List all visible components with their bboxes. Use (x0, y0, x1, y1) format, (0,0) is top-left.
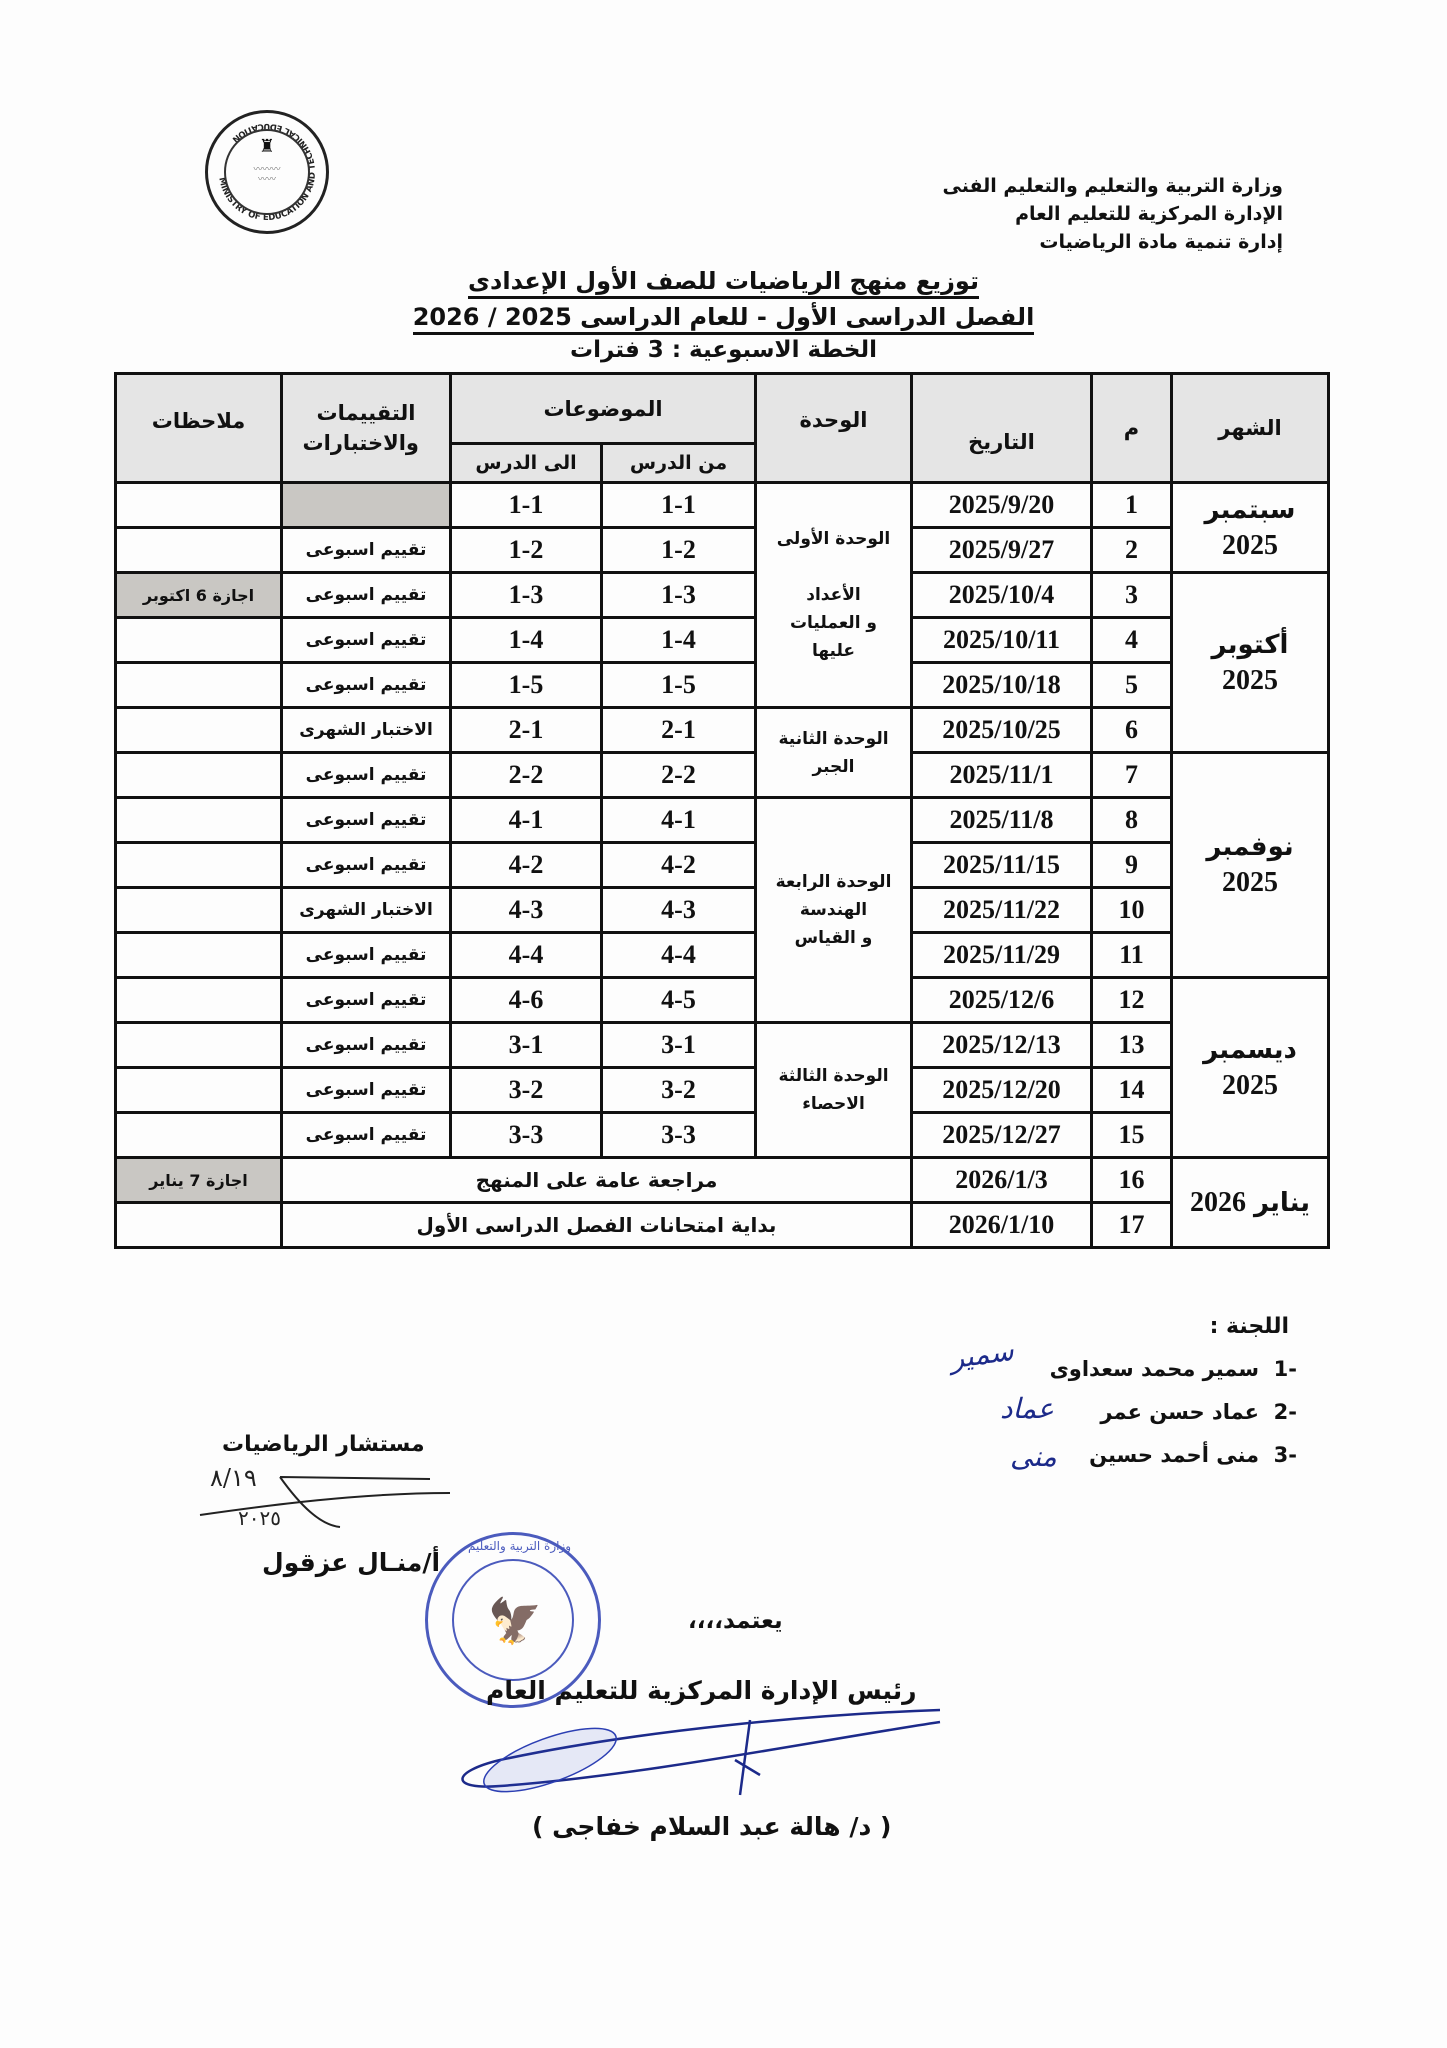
to-lesson: 4-3 (451, 888, 602, 933)
row-number: 1 (1092, 483, 1172, 528)
unit-line: الوحدة الرابعة (775, 872, 892, 892)
header-assessments: التقييمات والاختبارات (282, 374, 451, 483)
row-date: 2026/1/3 (912, 1158, 1092, 1203)
row-number: 7 (1092, 753, 1172, 798)
month-name: نوفمبر (1206, 832, 1294, 862)
to-lesson: 1-4 (451, 618, 602, 663)
row-number: 9 (1092, 843, 1172, 888)
assessment-cell: تقييم اسبوعى (282, 618, 451, 663)
from-lesson: 1-5 (602, 663, 756, 708)
row-span-note: مراجعة عامة على المنهج (282, 1158, 912, 1203)
assessment-cell (282, 483, 451, 528)
month-name: سبتمبر (1204, 494, 1296, 525)
note-cell (116, 978, 282, 1023)
committee-member-3 (1050, 1434, 1297, 1477)
row-date: 2025/12/13 (912, 1023, 1092, 1068)
document-title: توزيع منهج الرياضيات للصف الأول الإعدادى (468, 266, 979, 299)
to-lesson: 3-3 (451, 1113, 602, 1158)
from-lesson: 3-2 (602, 1068, 756, 1113)
advisor-name: أ/منـال عزقول (262, 1548, 441, 1577)
table-row (116, 1023, 1329, 1068)
unit-cell (756, 1023, 912, 1158)
from-lesson: 4-4 (602, 933, 756, 978)
table-row (116, 933, 1329, 978)
assessment-cell: تقييم اسبوعى (282, 978, 451, 1023)
approver-name: ( د/ هالة عبد السلام خفاجى ) (532, 1812, 892, 1841)
unit-line: الوحدة الثانية (778, 728, 889, 749)
stamp-text: وزارة التربية والتعليم (468, 1539, 572, 1553)
row-span-note: بداية امتحانات الفصل الدراسى الأول (282, 1203, 912, 1248)
org-line-central-admin: الإدارة المركزية للتعليم العام (1015, 203, 1283, 225)
from-lesson: 4-3 (602, 888, 756, 933)
committee-block (1050, 1305, 1297, 1477)
row-date: 2025/11/1 (912, 753, 1092, 798)
org-line-ministry: وزارة التربية والتعليم والتعليم الفنى (942, 175, 1283, 197)
row-number: 10 (1092, 888, 1172, 933)
signature-member-3: منى (1010, 1440, 1057, 1473)
row-date: 2025/10/25 (912, 708, 1092, 753)
row-date: 2025/12/6 (912, 978, 1092, 1023)
eagle-emblem-icon: 🦅 (487, 1596, 543, 1647)
logo-arabic-calligraphy: 〰〰〰 〰〰 (253, 165, 281, 185)
note-cell (116, 1203, 282, 1248)
unit-line: و العمليات (789, 613, 878, 633)
weekly-plan-title: الخطة الاسبوعية : 3 فترات (570, 337, 877, 363)
approval-label: يعتمد،،،، (688, 1608, 783, 1634)
from-lesson: 1-1 (602, 483, 756, 528)
member-name: عماد حسن عمر (1100, 1400, 1260, 1424)
month-year: 2025 (1222, 529, 1278, 561)
month-cell (1172, 483, 1329, 573)
member-index: -2 (1273, 1400, 1297, 1424)
row-number: 16 (1092, 1158, 1172, 1203)
assessment-cell: تقييم اسبوعى (282, 1113, 451, 1158)
to-lesson: 4-1 (451, 798, 602, 843)
row-number: 11 (1092, 933, 1172, 978)
unit-cell (756, 708, 912, 798)
unit-line: الأعداد (806, 585, 861, 605)
unit-line: الهندسة (799, 900, 868, 920)
note-cell (116, 1113, 282, 1158)
from-lesson: 1-4 (602, 618, 756, 663)
month-cell (1172, 1158, 1329, 1248)
to-lesson: 2-2 (451, 753, 602, 798)
assessment-cell: تقييم اسبوعى (282, 663, 451, 708)
unit-cell (756, 798, 912, 1023)
member-index: -1 (1273, 1357, 1297, 1381)
note-cell (116, 798, 282, 843)
table-row (116, 1068, 1329, 1113)
stamp-inner-ring (452, 1559, 574, 1681)
row-number: 12 (1092, 978, 1172, 1023)
assessment-cell: تقييم اسبوعى (282, 843, 451, 888)
to-lesson: 1-2 (451, 528, 602, 573)
member-name: سمير محمد سعداوى (1049, 1357, 1260, 1381)
table-row (116, 843, 1329, 888)
header-notes: ملاحظات (116, 374, 282, 483)
assessment-cell: الاختبار الشهرى (282, 708, 451, 753)
table-row (116, 1113, 1329, 1158)
table-row (116, 663, 1329, 708)
month-year: 2026 (1189, 1186, 1246, 1218)
row-date: 2025/9/27 (912, 528, 1092, 573)
assessment-cell: تقييم اسبوعى (282, 1023, 451, 1068)
title-line-3-wrap (0, 337, 1447, 363)
to-lesson: 4-6 (451, 978, 602, 1023)
row-number: 6 (1092, 708, 1172, 753)
from-lesson: 4-5 (602, 978, 756, 1023)
note-cell (116, 663, 282, 708)
table-row (116, 1203, 1329, 1248)
from-lesson: 3-1 (602, 1023, 756, 1068)
table-row (116, 708, 1329, 753)
assessment-cell: تقييم اسبوعى (282, 933, 451, 978)
unit-line: و القياس (794, 928, 873, 948)
month-name: أكتوبر (1211, 629, 1289, 660)
row-date: 2025/12/27 (912, 1113, 1092, 1158)
header-from-lesson: من الدرس (602, 444, 756, 483)
month-name: ديسمبر (1203, 1034, 1297, 1065)
month-cell (1172, 978, 1329, 1158)
to-lesson: 2-1 (451, 708, 602, 753)
row-date: 2026/1/10 (912, 1203, 1092, 1248)
note-cell (116, 618, 282, 663)
row-date: 2025/10/18 (912, 663, 1092, 708)
org-line-math-dept: إدارة تنمية مادة الرياضيات (1039, 231, 1283, 253)
table-row (116, 528, 1329, 573)
member-name: منى أحمد حسين (1089, 1443, 1260, 1467)
row-number: 3 (1092, 573, 1172, 618)
signature-member-2: عماد (1000, 1392, 1054, 1425)
note-cell: اجازة 7 يناير (116, 1158, 282, 1203)
semester-title: الفصل الدراسى الأول - للعام الدراسى 2025 / 2026 (413, 302, 1035, 335)
note-cell (116, 528, 282, 573)
signature-member-1: سمير (948, 1333, 1016, 1376)
note-cell (116, 888, 282, 933)
row-number: 13 (1092, 1023, 1172, 1068)
row-number: 15 (1092, 1113, 1172, 1158)
to-lesson: 4-2 (451, 843, 602, 888)
ministry-logo (205, 110, 329, 234)
table-body (116, 483, 1329, 1248)
month-year: 2025 (1222, 867, 1278, 898)
to-lesson: 4-4 (451, 933, 602, 978)
to-lesson: 3-1 (451, 1023, 602, 1068)
table-row (116, 618, 1329, 663)
from-lesson: 2-2 (602, 753, 756, 798)
to-lesson: 3-2 (451, 1068, 602, 1113)
curriculum-plan-table (114, 372, 1330, 1249)
title-line-2-wrap (0, 302, 1447, 335)
assessment-cell: تقييم اسبوعى (282, 528, 451, 573)
from-lesson: 1-3 (602, 573, 756, 618)
header-unit: الوحدة (756, 374, 912, 483)
advisor-handwritten-date: ٨/١٩ (210, 1464, 257, 1492)
unit-line: الاحصاء (802, 1094, 865, 1114)
note-cell (116, 933, 282, 978)
advisor-handwritten-year: ٢٠٢٥ (238, 1506, 281, 1530)
svg-text:MINISTRY OF EDUCATION AND TECH: MINISTRY OF EDUCATION AND TECHNICAL EDUCATION (216, 120, 319, 224)
note-cell (116, 708, 282, 753)
assessment-cell: تقييم اسبوعى (282, 1068, 451, 1113)
month-cell (1172, 753, 1329, 978)
header-to-lesson: الى الدرس (451, 444, 602, 483)
advisor-title: مستشار الرياضيات (222, 1432, 425, 1457)
month-year: 2025 (1222, 664, 1278, 696)
table-row (116, 888, 1329, 933)
unit-line: الجبر (812, 756, 855, 777)
assessment-cell: الاختبار الشهرى (282, 888, 451, 933)
approval-title: رئيس الإدارة المركزية للتعليم العام (486, 1676, 917, 1705)
unit-line: الوحدة الأولى (776, 529, 891, 549)
header-month: الشهر (1172, 374, 1329, 483)
row-date: 2025/12/20 (912, 1068, 1092, 1113)
row-date: 2025/10/4 (912, 573, 1092, 618)
row-number: 4 (1092, 618, 1172, 663)
to-lesson: 1-1 (451, 483, 602, 528)
table-row (116, 573, 1329, 618)
row-number: 14 (1092, 1068, 1172, 1113)
note-cell (116, 1023, 282, 1068)
row-number: 8 (1092, 798, 1172, 843)
header-date: التاريخ (912, 374, 1092, 483)
organization-header (942, 172, 1283, 256)
table-row (116, 1158, 1329, 1203)
header-topics: الموضوعات (451, 374, 756, 444)
logo-inner-ring (224, 129, 310, 215)
assessment-cell: تقييم اسبوعى (282, 753, 451, 798)
row-number: 2 (1092, 528, 1172, 573)
note-cell (116, 1068, 282, 1113)
to-lesson: 1-5 (451, 663, 602, 708)
month-year: 2025 (1222, 1069, 1278, 1101)
to-lesson: 1-3 (451, 573, 602, 618)
row-date: 2025/11/8 (912, 798, 1092, 843)
from-lesson: 4-2 (602, 843, 756, 888)
table-row (116, 483, 1329, 528)
unit-cell (756, 483, 912, 708)
row-date: 2025/11/29 (912, 933, 1092, 978)
note-cell (116, 753, 282, 798)
note-cell: اجازة 6 اكتوبر (116, 573, 282, 618)
unit-line (757, 553, 910, 581)
member-index: -3 (1273, 1443, 1297, 1467)
title-line-1-wrap (0, 266, 1447, 299)
from-lesson: 2-1 (602, 708, 756, 753)
unit-line: عليها (811, 641, 856, 661)
approval-signature-scribble (440, 1700, 960, 1810)
from-lesson: 1-2 (602, 528, 756, 573)
note-cell (116, 483, 282, 528)
row-date: 2025/11/22 (912, 888, 1092, 933)
unit-line: الوحدة الثالثة (778, 1066, 889, 1086)
table-row (116, 978, 1329, 1023)
month-cell (1172, 573, 1329, 753)
row-date: 2025/9/20 (912, 483, 1092, 528)
table-row (116, 753, 1329, 798)
committee-title: اللجنة : (1209, 1314, 1289, 1339)
table-row (116, 798, 1329, 843)
eagle-emblem-icon: ♜ (258, 136, 276, 157)
header-no: م (1092, 374, 1172, 483)
assessment-cell: تقييم اسبوعى (282, 573, 451, 618)
from-lesson: 3-3 (602, 1113, 756, 1158)
note-cell (116, 843, 282, 888)
row-number: 5 (1092, 663, 1172, 708)
committee-member-2 (1050, 1391, 1297, 1434)
row-number: 17 (1092, 1203, 1172, 1248)
committee-member-1 (1050, 1348, 1297, 1391)
row-date: 2025/11/15 (912, 843, 1092, 888)
from-lesson: 4-1 (602, 798, 756, 843)
assessment-cell: تقييم اسبوعى (282, 798, 451, 843)
month-name: يناير (1253, 1187, 1311, 1218)
row-date: 2025/10/11 (912, 618, 1092, 663)
